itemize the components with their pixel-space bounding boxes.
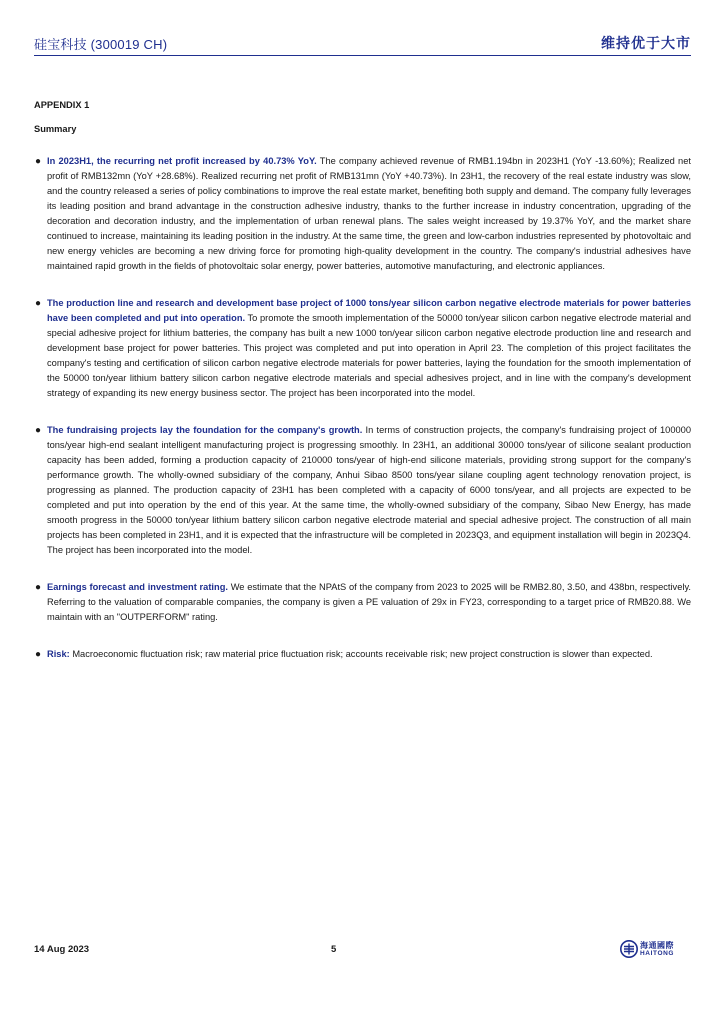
bullet-body: We estimate that the NPAtS of the company from 2023 to 2025 will be RMB2.80, 3.50, and 438bn, respectively. Referring to the valuation of comparable companies, the company is given a PE valuation of 29x in FY23, corresponding to a target price of RMB20.88. We maintain with an "OUTPERFORM" rating. [47,582,691,622]
main-content [34,100,691,678]
bullet-item [34,154,691,274]
header-divider [34,55,691,56]
bullet-lead: In 2023H1, the recurring net profit increased by 40.73% YoY. [47,156,317,166]
bullet-dot-icon: ● [35,298,42,309]
bullet-item [34,580,691,625]
bullet-body: The company achieved revenue of RMB1.194bn in 2023H1 (YoY -13.60%); Realized net profit of RMB132mn (YoY +28.68%). Realized recurring net profit of RMB131mn (YoY +40.73%). In 23H1, the recovery of the real estate industry was slow, and the country released a series of policy combinations to improve the real estate market, benefiting both supply and demand. The company fully leverages its leading position and brand advantage in the construction adhesive industry, thanks to the further increase in industry concentration, upgrading of the decoration and decoration industry, and the implementation of urban renewal plans. The sales weight increased by 19.37% YoY, and the market share continued to increase, maintaining its leading position in the industry. At the same time, the green and low-carbon industries represented by photovoltaic and new energy vehicles are becoming a new driving force for promoting high-quality development in the country. The company's industrial adhesives have maintained rapid growth in the fields of photovoltaic solar energy, power batteries, automotive manufacturing, and electronic appliances. [47,156,691,271]
logo-english-text: HAITONG [640,950,675,957]
bullet-lead: Earnings forecast and investment rating. [47,582,228,592]
summary-heading: Summary [34,124,77,134]
bullet-body: Macroeconomic fluctuation risk; raw material price fluctuation risk; accounts receivable risk; new project construction is slower than expected. [69,649,653,659]
rating-tagline: 维持优于大市 [601,35,691,51]
report-date: 14 Aug 2023 [34,944,90,955]
haitong-logo-icon [620,940,638,958]
page-footer [0,930,725,970]
appendix-heading: APPENDIX 1 [34,100,90,110]
company-ticker: 硅宝科技 (300019 CH) [34,37,168,52]
bullet-lead: The fundraising projects lay the foundation for the company's growth. [47,425,363,435]
page-number: 5 [331,944,337,955]
bullet-item [34,296,691,401]
bullet-body: To promote the smooth implementation of the 50000 ton/year silicon carbon negative electrode material and special adhesive project for lithium batteries, the company has built a new 1000 ton/year silicon carbon negative electrode production line and research and development base project for power batteries. This project was completed and put into operation in April 23. The completion of this project facilitates the company's testing and certification of silicon carbon negative electrode materials for power batteries, laying the foundation for the smooth implementation of the 50000 ton/year lithium battery silicon carbon negative electrode materials and special adhesives project, and in line with the company's development strategy of expanding its new energy business sector. The project has been incorporated into the model. [47,313,691,398]
bullet-lead: Risk: [47,649,70,659]
logo-chinese-text: 海通國際 [640,941,674,950]
bullet-item [34,647,691,662]
bullet-dot-icon: ● [35,425,42,436]
bullet-item [34,423,691,558]
bullet-dot-icon: ● [35,582,42,593]
bullet-lead: The production line and research and development base project of 1000 tons/year silicon carbon negative electrode materials for power batteries have been completed and put into operation. [47,298,691,323]
bullet-dot-icon: ● [35,156,42,167]
haitong-logo [620,940,680,962]
page-header [0,0,725,60]
bullet-body: In terms of construction projects, the company's fundraising project of 100000 tons/year high-end sealant intelligent manufacturing project is progressing smoothly. In 23H1, an additional 30000 tons/year of silicone sealant production capacity has been added, forming a production capacity of 210000 tons/year of high-end silicone materials, providing strong support for the company's performance growth. The wholly-owned subsidiary of the company, Anhui Sibao 8500 tons/year silane coupling agent technology renovation project, is progressing as planned. The production capacity of 23H1 has been completed with a capacity of 6000 tons/year, and all projects are expected to be completed and put into operation by the end of this year. At the same time, the wholly-owned subsidiary of the company, Sibao New Energy, has made smooth progress in the 50000 ton/year lithium battery silicon carbon negative electrode material and special adhesive project. The construction of all main projects has been completed in 23H1, and it is expected that the infrastructure will be completed in 2023Q3, and equipment installation will begin in 2023Q4. The project has been incorporated into the model. [47,425,692,555]
bullet-dot-icon: ● [35,649,42,660]
